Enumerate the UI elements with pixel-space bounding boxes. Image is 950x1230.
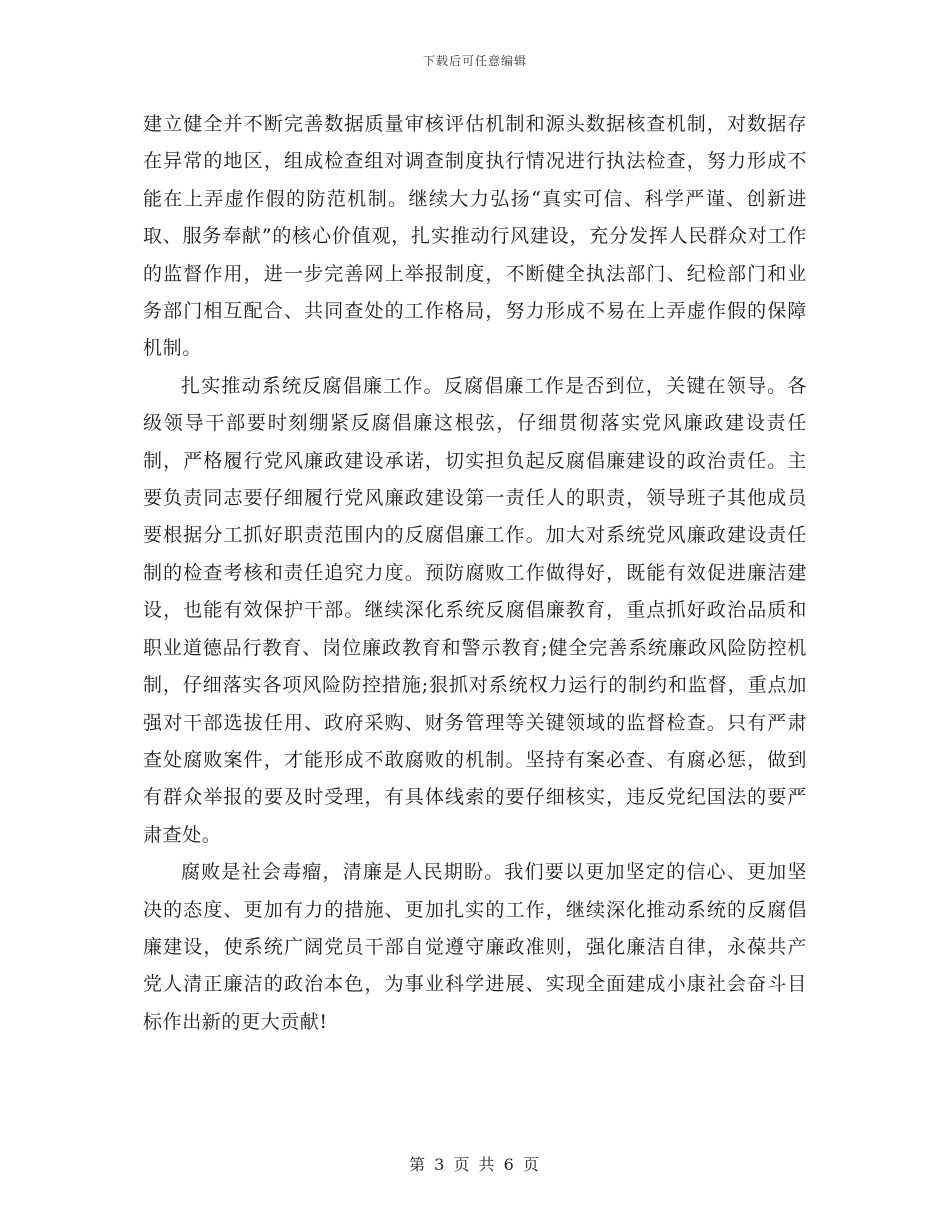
paragraph-conclusion: 腐败是社会毒瘤，清廉是人民期盼。我们要以更加坚定的信心、更加坚决的态度、更加有力的措施、更加扎实的工作，继续深化推动系统的反腐倡廉建设，使系统广阔党员干部自觉遵守廉政准则，强化廉洁自律，永葆共产党人清正廉洁的政治本色，为事业科学进展、实现全面建成小康社会奋斗目标作出新的更大贡献! <box>143 861 807 1033</box>
current-page-number: 3 <box>434 1155 447 1174</box>
page-number-footer <box>0 1152 950 1175</box>
document-body <box>143 106 807 1041</box>
footer-middle: 页 共 <box>453 1155 497 1174</box>
header-note: 下载后可任意编辑 <box>422 54 527 68</box>
footer-prefix: 第 <box>409 1155 428 1174</box>
total-page-count: 6 <box>503 1155 516 1174</box>
paragraph-data-quality: 建立健全并不断完善数据质量审核评估机制和源头数据核查机制，对数据存在异常的地区，组成检查组对调查制度执行情况进行执法检查，努力形成不能在上弄虚作假的防范机制。继续大力弘扬“真实可信、科学严谨、创新进取、服务奉献”的核心价值观，扎实推动行风建设，充分发挥人民群众对工作的监督作用，进一步完善网上举报制度，不断健全执法部门、纪检部门和业务部门相互配合、共同查处的工作格局，努力形成不易在上弄虚作假的保障机制。 <box>143 113 807 360</box>
paragraph-anti-corruption-work: 扎实推动系统反腐倡廉工作。反腐倡廉工作是否到位，关键在领导。各级领导干部要时刻绷紧反腐倡廉这根弦，仔细贯彻落实党风廉政建设责任制，严格履行党风廉政建设承诺，切实担负起反腐倡廉建设的政治责任。主要负责同志要仔细履行党风廉政建设第一责任人的职责，领导班子其他成员要根据分工抓好职责范围内的反腐倡廉工作。加大对系统党风廉政建设责任制的检查考核和责任追究力度。预防腐败工作做得好，既能有效促进廉洁建设，也能有效保护干部。继续深化系统反腐倡廉教育，重点抓好政治品质和职业道德品行教育、岗位廉政教育和警示教育;健全完善系统廉政风险防控机制，仔细落实各项风险防控措施;狠抓对系统权力运行的制约和监督，重点加强对干部选拔任用、政府采购、财务管理等关键领域的监督检查。只有严肃查处腐败案件，才能形成不敢腐败的机制。坚持有案必查、有腐必惩，做到有群众举报的要及时受理，有具体线索的要仔细核实，违反党纪国法的要严肃查处。 <box>143 374 807 846</box>
footer-suffix: 页 <box>522 1155 541 1174</box>
